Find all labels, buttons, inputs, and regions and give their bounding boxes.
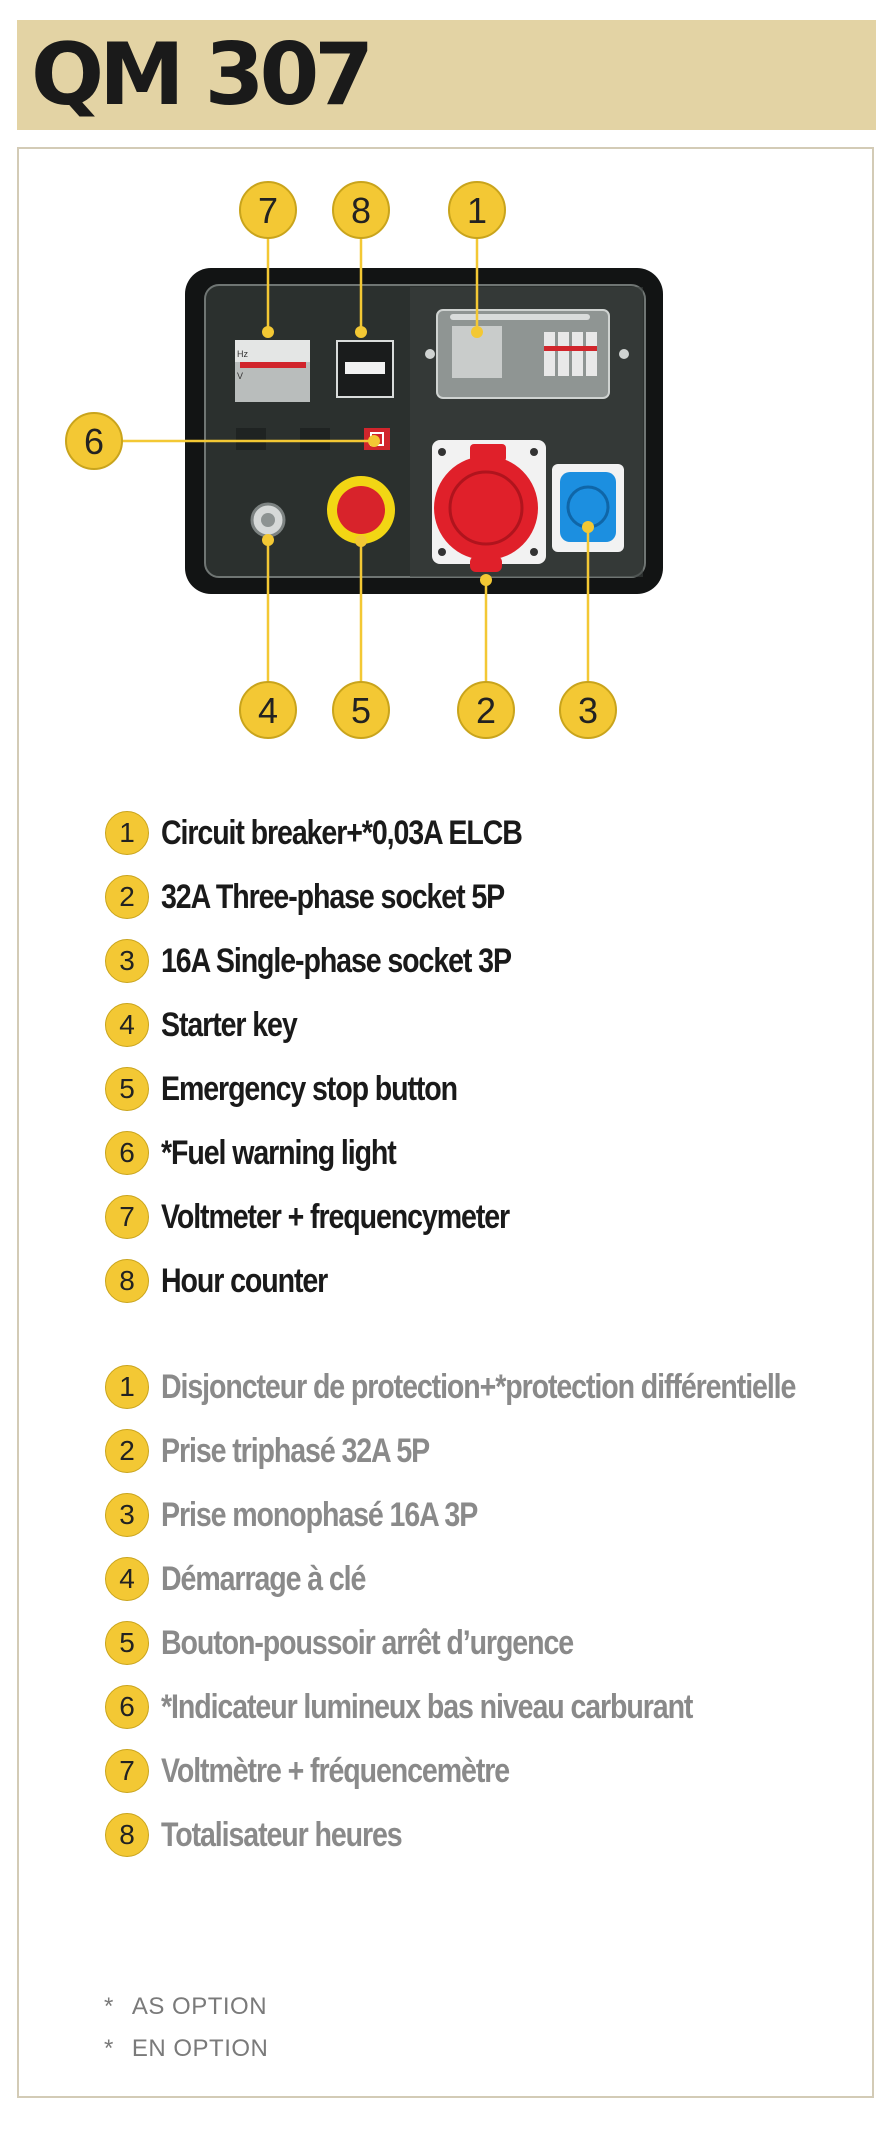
legend-item bbox=[105, 1255, 359, 1307]
callout-5 bbox=[333, 682, 389, 738]
key-slot-icon bbox=[261, 513, 275, 527]
legend-item bbox=[105, 935, 578, 987]
hour-counter-display bbox=[345, 362, 385, 374]
screw-icon bbox=[438, 448, 446, 456]
meter-red-strip bbox=[240, 362, 306, 368]
svg-text:2: 2 bbox=[475, 690, 497, 731]
svg-text:8: 8 bbox=[350, 190, 372, 231]
screw-icon bbox=[425, 349, 435, 359]
footnote-en bbox=[104, 1993, 267, 2021]
legend-item bbox=[105, 1063, 513, 1115]
meter-v-label: V bbox=[237, 371, 244, 381]
callout-4 bbox=[240, 682, 296, 738]
emergency-stop-button bbox=[337, 486, 385, 534]
breaker-pole-4 bbox=[586, 332, 597, 376]
legend-item bbox=[105, 871, 569, 923]
screw-icon bbox=[530, 548, 538, 556]
callout-7 bbox=[240, 182, 296, 238]
legend-label: Prise monophasé 16A 3P bbox=[161, 1495, 478, 1534]
legend-item bbox=[105, 1361, 892, 1413]
page-title: QM 307 bbox=[31, 25, 370, 125]
meter-hz-label: Hz bbox=[237, 349, 248, 359]
legend-label: Démarrage à clé bbox=[161, 1559, 366, 1598]
legend-label: *Indicateur lumineux bas niveau carburant bbox=[161, 1687, 693, 1726]
legend-label: *Fuel warning light bbox=[161, 1133, 396, 1172]
legend-label: Hour counter bbox=[161, 1261, 328, 1300]
legend-number: 7 bbox=[105, 1749, 149, 1793]
legend-label: Circuit breaker+*0,03A ELCB bbox=[161, 813, 522, 852]
svg-text:3: 3 bbox=[577, 690, 599, 731]
breaker-red-strip bbox=[544, 346, 597, 351]
legend-number: 2 bbox=[105, 1429, 149, 1473]
legend-label: Emergency stop button bbox=[161, 1069, 458, 1108]
legend-item bbox=[105, 1553, 404, 1605]
legend-label: Bouton-poussoir arrêt d’urgence bbox=[161, 1623, 574, 1662]
legend-number: 1 bbox=[105, 1365, 149, 1409]
legend-number: 2 bbox=[105, 875, 149, 919]
legend-number: 1 bbox=[105, 811, 149, 855]
legend-label: Totalisateur heures bbox=[161, 1815, 402, 1854]
screw-icon bbox=[438, 548, 446, 556]
breaker-rail bbox=[450, 314, 590, 320]
legend-item bbox=[105, 1425, 480, 1477]
screw-icon bbox=[530, 448, 538, 456]
svg-text:7: 7 bbox=[257, 190, 279, 231]
legend-label: 16A Single-phase socket 3P bbox=[161, 941, 511, 980]
legend-number: 6 bbox=[105, 1131, 149, 1175]
footnote-asterisk: * bbox=[104, 2035, 114, 2062]
legend-label: Disjoncteur de protection+*protection différentielle bbox=[161, 1367, 796, 1406]
legend-number: 8 bbox=[105, 1813, 149, 1857]
legend-item bbox=[105, 1191, 575, 1243]
legend-item bbox=[105, 1489, 537, 1541]
legend-label: Voltmètre + fréquencemètre bbox=[161, 1751, 510, 1790]
svg-text:1: 1 bbox=[466, 190, 488, 231]
legend-number: 5 bbox=[105, 1067, 149, 1111]
blank-indicator bbox=[300, 428, 330, 450]
legend-number: 4 bbox=[105, 1557, 149, 1601]
footnote-asterisk: * bbox=[104, 1993, 114, 2020]
breaker-pole-2 bbox=[558, 332, 569, 376]
breaker-pole-1 bbox=[544, 332, 555, 376]
socket-32a-latch bbox=[470, 556, 502, 572]
control-panel-diagram bbox=[0, 0, 892, 760]
blank-indicator bbox=[236, 428, 266, 450]
legend-number: 6 bbox=[105, 1685, 149, 1729]
legend-item bbox=[105, 999, 322, 1051]
legend-item bbox=[105, 1745, 575, 1797]
callout-6 bbox=[66, 413, 122, 469]
callout-8 bbox=[333, 182, 389, 238]
legend-label: Voltmeter + frequencymeter bbox=[161, 1197, 510, 1236]
legend-number: 5 bbox=[105, 1621, 149, 1665]
legend-item bbox=[105, 1127, 440, 1179]
legend-item bbox=[105, 807, 590, 859]
legend-number: 3 bbox=[105, 1493, 149, 1537]
screw-icon bbox=[619, 349, 629, 359]
svg-text:4: 4 bbox=[257, 690, 279, 731]
breaker-pole-3 bbox=[572, 332, 583, 376]
legend-label: Prise triphasé 32A 5P bbox=[161, 1431, 430, 1470]
svg-text:5: 5 bbox=[350, 690, 372, 731]
legend-number: 7 bbox=[105, 1195, 149, 1239]
callout-3 bbox=[560, 682, 616, 738]
footnote-fr bbox=[104, 2035, 268, 2063]
svg-text:6: 6 bbox=[83, 421, 105, 462]
callout-1 bbox=[449, 182, 505, 238]
legend-number: 4 bbox=[105, 1003, 149, 1047]
legend-label: Starter key bbox=[161, 1005, 297, 1044]
footnote-text: AS OPTION bbox=[131, 1993, 268, 2020]
callout-2 bbox=[458, 682, 514, 738]
legend-number: 3 bbox=[105, 939, 149, 983]
legend-number: 8 bbox=[105, 1259, 149, 1303]
footnote-text: EN OPTION bbox=[131, 2035, 269, 2062]
legend-label: 32A Three-phase socket 5P bbox=[161, 877, 505, 916]
legend-item bbox=[105, 1809, 447, 1861]
legend-item bbox=[105, 1681, 794, 1733]
legend-item bbox=[105, 1617, 652, 1669]
